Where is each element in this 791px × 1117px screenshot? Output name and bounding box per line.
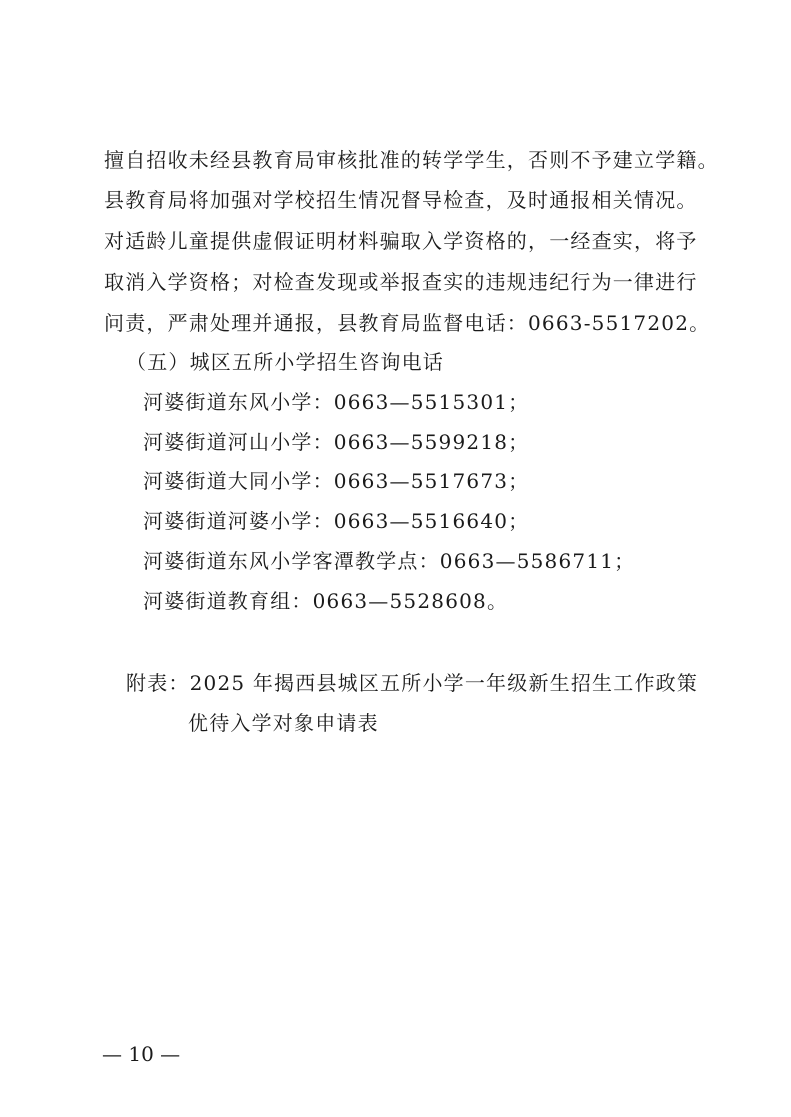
paragraph-line: 问责，严肃处理并通报，县教育局监督电话：0663-5517202。 bbox=[104, 311, 711, 335]
contact-line: 河婆街道教育组：0663—5528608。 bbox=[143, 589, 509, 613]
page-number: — 10 — bbox=[102, 1042, 181, 1066]
contact-line: 河婆街道河山小学：0663—5599218； bbox=[143, 430, 530, 454]
paragraph-line: 对适龄儿童提供虚假证明材料骗取入学资格的，一经查实，将予 bbox=[104, 229, 698, 253]
section-heading: （五）城区五所小学招生咨询电话 bbox=[126, 350, 444, 374]
paragraph-line: 县教育局将加强对学校招生情况督导检查，及时通报相关情况。 bbox=[104, 188, 698, 212]
contact-line: 河婆街道河婆小学：0663—5516640； bbox=[143, 509, 530, 533]
paragraph-line: 取消入学资格；对检查发现或举报查实的违规违纪行为一律进行 bbox=[104, 270, 698, 294]
contact-line: 河婆街道大同小学：0663—5517673； bbox=[143, 469, 530, 493]
contact-line: 河婆街道东风小学客潭教学点：0663—5586711； bbox=[143, 549, 636, 573]
attachment-line-1: 附表：2025 年揭西县城区五所小学一年级新生招生工作政策 bbox=[126, 671, 699, 695]
attachment-line-2: 优待入学对象申请表 bbox=[188, 711, 379, 735]
contact-line: 河婆街道东风小学：0663—5515301； bbox=[143, 390, 530, 414]
paragraph-line: 擅自招收未经县教育局审核批准的转学学生，否则不予建立学籍。 bbox=[104, 148, 719, 172]
